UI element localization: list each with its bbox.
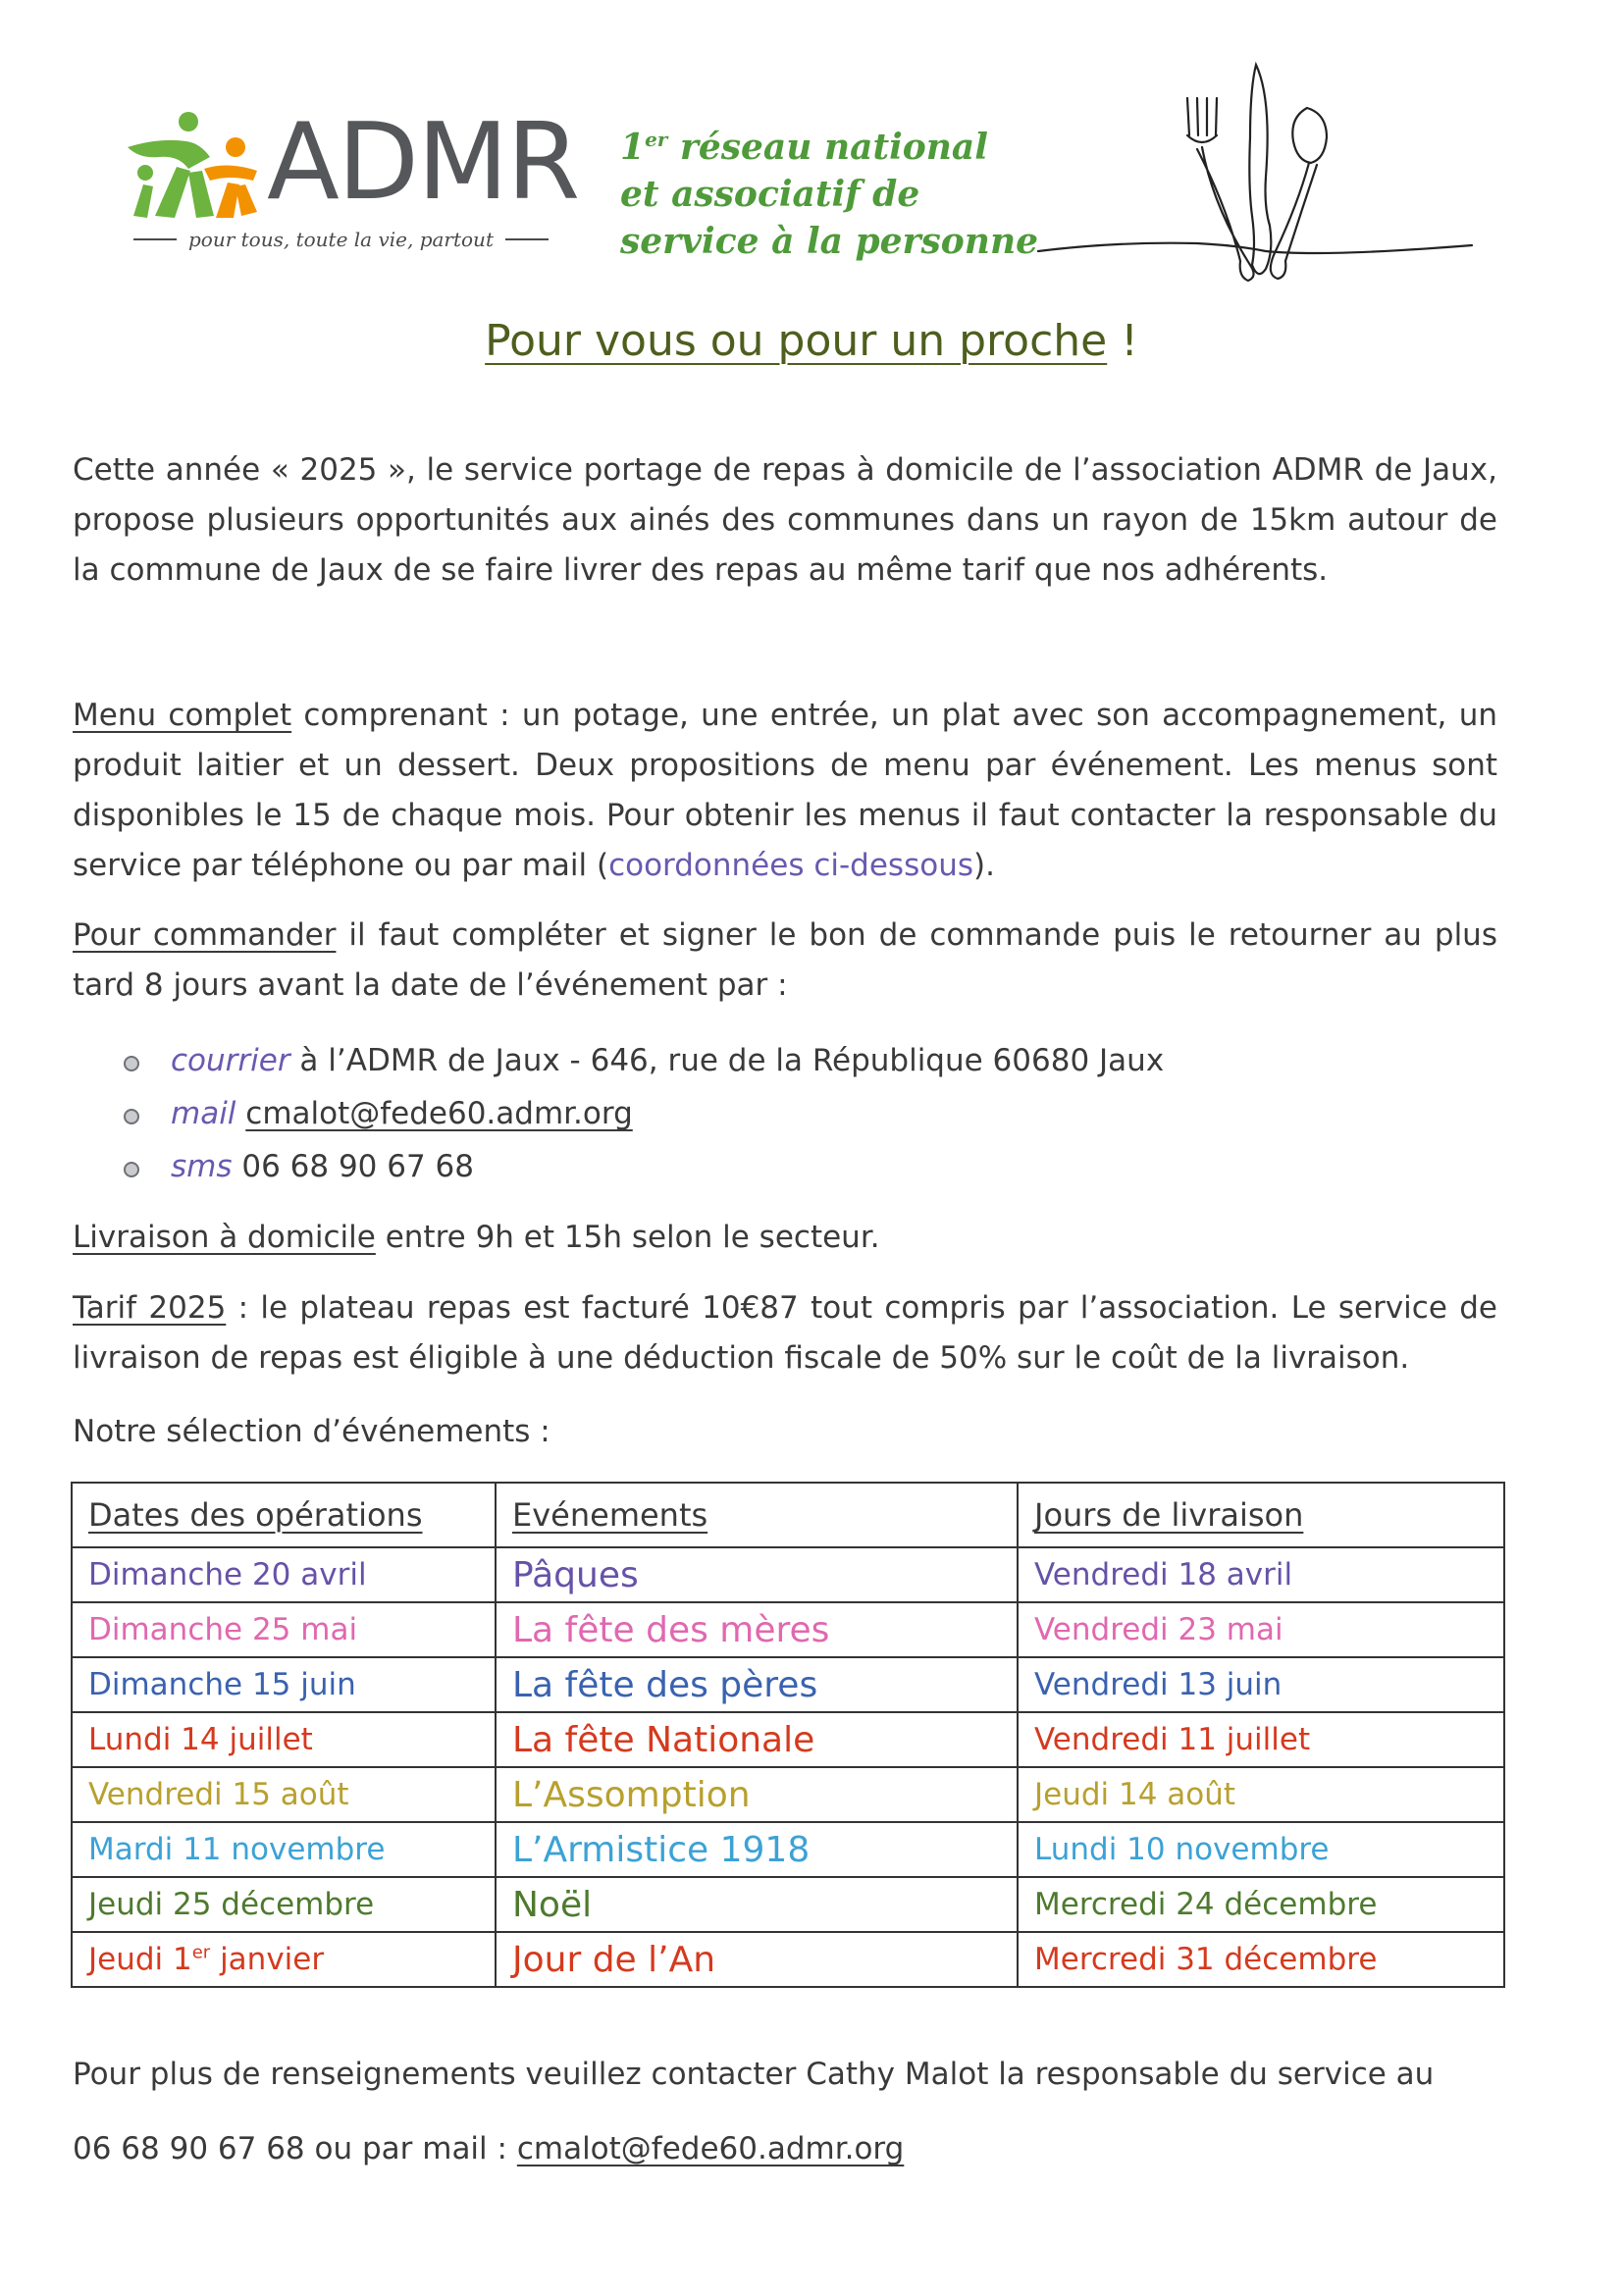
table-row <box>72 1547 1504 1602</box>
menu-paragraph: Menu complet comprenant : un potage, une entrée, un plat avec son accompagnement, un produit laitier et un dessert. Deux propositions de menu par événement. Les menus sont disponibles le 15 de chaque mois. Pour obtenir les menus il faut contacter la responsable du service par téléphone ou par mail (coordonnées ci-dessous). <box>73 698 1497 883</box>
tariff-paragraph: Tarif 2025 : le plateau repas est facturé 10€87 tout compris par l’association. Le service de livraison de repas est éligible à une déduction fiscale de 50% sur le coût de la livraison. <box>73 1290 1497 1376</box>
delivery-day-cell: Mercredi 24 décembre <box>1018 1877 1504 1932</box>
column-header: Jours de livraison <box>1018 1483 1504 1547</box>
event-date-cell: Lundi 14 juillet <box>72 1712 496 1767</box>
table-row <box>72 1657 1504 1712</box>
list-item: sms 06 68 90 67 68 <box>118 1140 1393 1193</box>
logo-wordmark: ADMR <box>267 101 579 224</box>
event-date-cell: Jeudi 25 décembre <box>72 1877 496 1932</box>
logo-tagline-text: pour tous, toute la vie, partout <box>188 228 494 251</box>
cutlery-illustration-icon <box>1030 59 1482 285</box>
event-date-cell: Mardi 11 novembre <box>72 1822 496 1877</box>
slogan-line-1: 1er réseau national <box>620 127 988 168</box>
slogan <box>620 116 1039 265</box>
intro-paragraph: Cette année « 2025 », le service portage de repas à domicile de l’association ADMR de Jaux, propose plusieurs opportunités aux ainés des communes dans un rayon de 15km autour de la commune de Jaux de se faire livrer des repas au même tarif que nos adhérents. <box>73 452 1497 588</box>
delivery-paragraph: Livraison à domicile entre 9h et 15h selon le secteur. <box>73 1220 880 1255</box>
table-row <box>72 1877 1504 1932</box>
event-name-cell: L’Assomption <box>496 1767 1018 1822</box>
events-table <box>71 1482 1505 1988</box>
event-name-cell: La fête des mères <box>496 1602 1018 1657</box>
event-name-cell: La fête des pères <box>496 1657 1018 1712</box>
order-paragraph: Pour commander il faut compléter et signer le bon de commande puis le retourner au plus tard 8 jours avant la date de l’événement par : <box>73 917 1497 1003</box>
table-row <box>72 1767 1504 1822</box>
event-name-cell: Jour de l’An <box>496 1932 1018 1987</box>
delivery-day-cell: Vendredi 18 avril <box>1018 1547 1504 1602</box>
list-item: mail cmalot@fede60.admr.org <box>118 1087 1393 1140</box>
people-figures-icon <box>120 108 277 226</box>
event-date-cell: Dimanche 15 juin <box>72 1657 496 1712</box>
column-header: Dates des opérations <box>72 1483 496 1547</box>
delivery-day-cell: Lundi 10 novembre <box>1018 1822 1504 1877</box>
event-date-cell: Vendredi 15 août <box>72 1767 496 1822</box>
delivery-day-cell: Jeudi 14 août <box>1018 1767 1504 1822</box>
order-label: Pour commander <box>73 917 337 953</box>
table-header-row <box>72 1483 1504 1547</box>
delivery-day-cell: Vendredi 23 mai <box>1018 1602 1504 1657</box>
selection-intro: Notre sélection d’événements : <box>73 1414 550 1449</box>
event-date-cell: Jeudi 1er janvier <box>72 1932 496 1987</box>
delivery-day-cell: Mercredi 31 décembre <box>1018 1932 1504 1987</box>
table-row <box>72 1602 1504 1657</box>
event-name-cell: La fête Nationale <box>496 1712 1018 1767</box>
footer-contact-line: Pour plus de renseignements veuillez contacter Cathy Malot la responsable du service au <box>73 2057 1435 2092</box>
slogan-line-3: service à la personne <box>620 221 1039 262</box>
order-email-link[interactable]: cmalot@fede60.admr.org <box>245 1096 633 1131</box>
delivery-day-cell: Vendredi 11 juillet <box>1018 1712 1504 1767</box>
contact-details-link: coordonnées ci-dessous <box>608 848 973 883</box>
page-title: Pour vous ou pour un proche ! <box>485 316 1138 366</box>
table-row <box>72 1712 1504 1767</box>
menu-label: Menu complet <box>73 698 292 733</box>
logo-tagline <box>133 228 565 251</box>
event-name-cell: Pâques <box>496 1547 1018 1602</box>
event-name-cell: Noël <box>496 1877 1018 1932</box>
slogan-line-2: et associatif de <box>620 174 920 215</box>
table-row <box>72 1932 1504 1987</box>
footer-contact-details: 06 68 90 67 68 ou par mail : cmalot@fede60.admr.org <box>73 2131 905 2166</box>
order-channels-list <box>118 1034 1393 1193</box>
admr-logo <box>120 100 579 267</box>
delivery-day-cell: Vendredi 13 juin <box>1018 1657 1504 1712</box>
event-name-cell: L’Armistice 1918 <box>496 1822 1018 1877</box>
column-header: Evénements <box>496 1483 1018 1547</box>
list-item: courrier à l’ADMR de Jaux - 646, rue de la République 60680 Jaux <box>118 1034 1393 1087</box>
event-date-cell: Dimanche 20 avril <box>72 1547 496 1602</box>
table-row <box>72 1822 1504 1877</box>
footer-email-link[interactable]: cmalot@fede60.admr.org <box>516 2131 905 2166</box>
event-date-cell: Dimanche 25 mai <box>72 1602 496 1657</box>
